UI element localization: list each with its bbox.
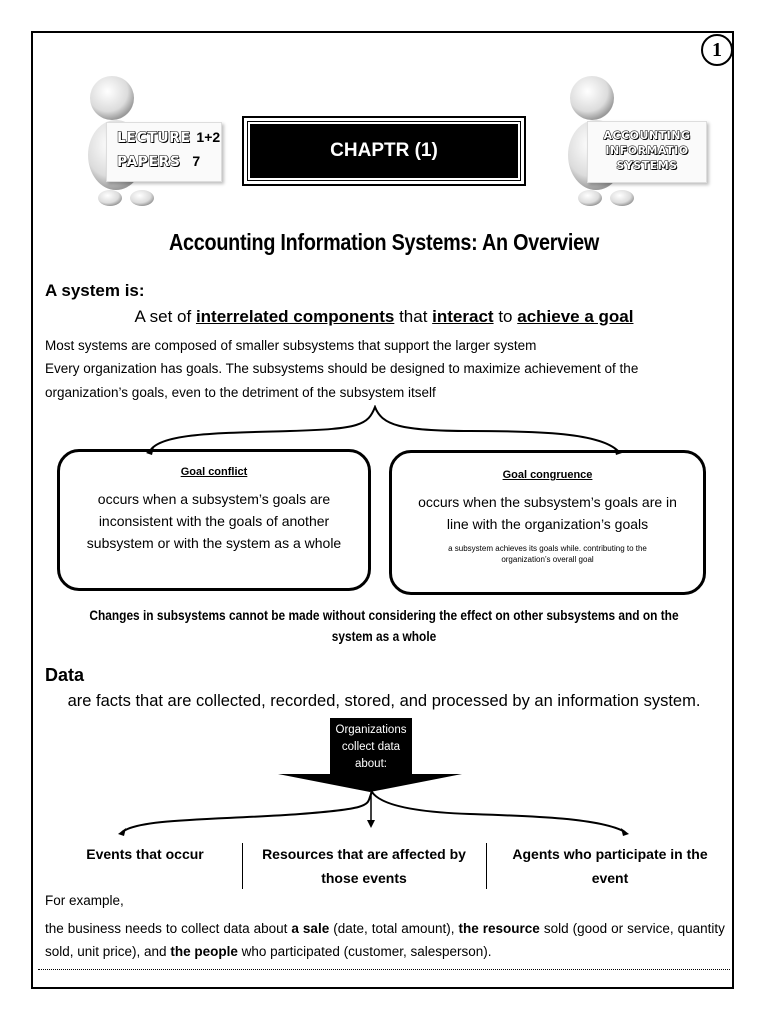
goal-conflict-line2: inconsistent with the goals of another <box>98 513 330 529</box>
goal-congruence-line1: occurs when the subsystem’s goals are in <box>418 494 677 510</box>
brace-connector <box>140 405 630 455</box>
goal-conflict-line3: subsystem or with the system as a whole <box>86 535 342 551</box>
example-people: the people <box>170 944 238 959</box>
example-text-f: service, quantity sold, unit price), and <box>45 921 725 959</box>
term-achieve-goal: achieve a goal <box>517 307 634 326</box>
goal-conflict-title: Goal conflict <box>180 466 248 478</box>
data-brace-connector <box>110 788 640 840</box>
col-agents-line1: Agents who participate in the <box>512 846 708 862</box>
goal-congruence-note1: a subsystem achieves its goals while. contributing to the <box>448 544 647 553</box>
data-heading: Data <box>45 665 85 685</box>
changes-note-line1: Changes in subsystems cannot be made without considering the effect on other subsystems and on the <box>89 607 679 623</box>
changes-note-line2: system as a whole <box>331 628 437 644</box>
definition-mid: that <box>399 307 428 326</box>
goal-congruence-note2: organization’s overall goal <box>501 555 594 564</box>
goal-conflict-box <box>57 449 371 591</box>
example-intro: For example, <box>45 893 124 908</box>
system-heading: A system is: <box>45 281 145 300</box>
page-title: Accounting Information Systems: An Overview <box>168 229 599 255</box>
arrow-line1: Organizations <box>335 724 407 736</box>
chapter-title-box <box>242 116 526 186</box>
system-line-1: Most systems are composed of smaller subsystems that support the larger system <box>45 338 537 353</box>
example-text-a: the business needs to collect data about <box>45 921 288 936</box>
definition-prefix: A set of <box>134 307 192 326</box>
definition-to: to <box>498 307 513 326</box>
system-line-2: Every organization has goals. The subsystems should be designed to maximize achievement of the <box>45 361 639 376</box>
ais-sign-line2: INFORMATIO <box>605 144 689 157</box>
example-paragraph <box>45 917 725 963</box>
papers-label: PAPERS <box>117 154 181 170</box>
col-resources-line1: Resources that are affected by <box>262 846 466 862</box>
col-agents <box>490 842 730 890</box>
goal-congruence-box <box>389 450 706 595</box>
ais-sign <box>587 121 707 183</box>
col-agents-line2: event <box>591 870 629 886</box>
example-text-e: sold (good or <box>543 921 624 936</box>
ais-sign-line3: SYSTEMS <box>616 159 678 172</box>
papers-value: 7 <box>192 153 201 169</box>
arrow-line2: collect data <box>341 741 401 753</box>
example-resource: the resource <box>458 921 540 936</box>
system-definition <box>0 307 768 327</box>
col-divider-2 <box>486 843 487 889</box>
example-sale: a sale <box>291 921 330 936</box>
system-line-3: organization’s goals, even to the detriment of the subsystem itself <box>45 385 436 400</box>
changes-note <box>58 605 711 647</box>
lecture-label: LECTURE <box>117 130 191 146</box>
goal-congruence-line2: line with the organization’s goals <box>446 516 649 532</box>
example-text-h: who participated (customer, salesperson). <box>241 944 492 959</box>
page-number: 1 <box>701 34 733 66</box>
arrow-line3: about: <box>355 758 387 770</box>
term-interact: interact <box>432 307 494 326</box>
chapter-title: CHAPTR (1) <box>330 140 438 161</box>
collect-data-arrow <box>330 718 412 780</box>
ais-sign-line1: ACCOUNTING <box>603 129 691 142</box>
term-interrelated-components: interrelated components <box>195 307 395 326</box>
data-definition: are facts that are collected, recorded, stored, and processed by an information system. <box>67 692 701 710</box>
lecture-value: 1+2 <box>196 129 221 145</box>
goal-congruence-title: Goal congruence <box>502 469 593 481</box>
col-divider-1 <box>242 843 243 889</box>
col-resources <box>246 842 482 890</box>
col-events: Events that occur <box>86 846 204 862</box>
footer-divider <box>38 969 730 970</box>
goal-conflict-line1: occurs when a subsystem’s goals are <box>97 491 331 507</box>
lecture-sign <box>106 122 222 182</box>
example-text-c: (date, total amount), <box>333 921 455 936</box>
col-resources-line2: those events <box>321 870 407 886</box>
